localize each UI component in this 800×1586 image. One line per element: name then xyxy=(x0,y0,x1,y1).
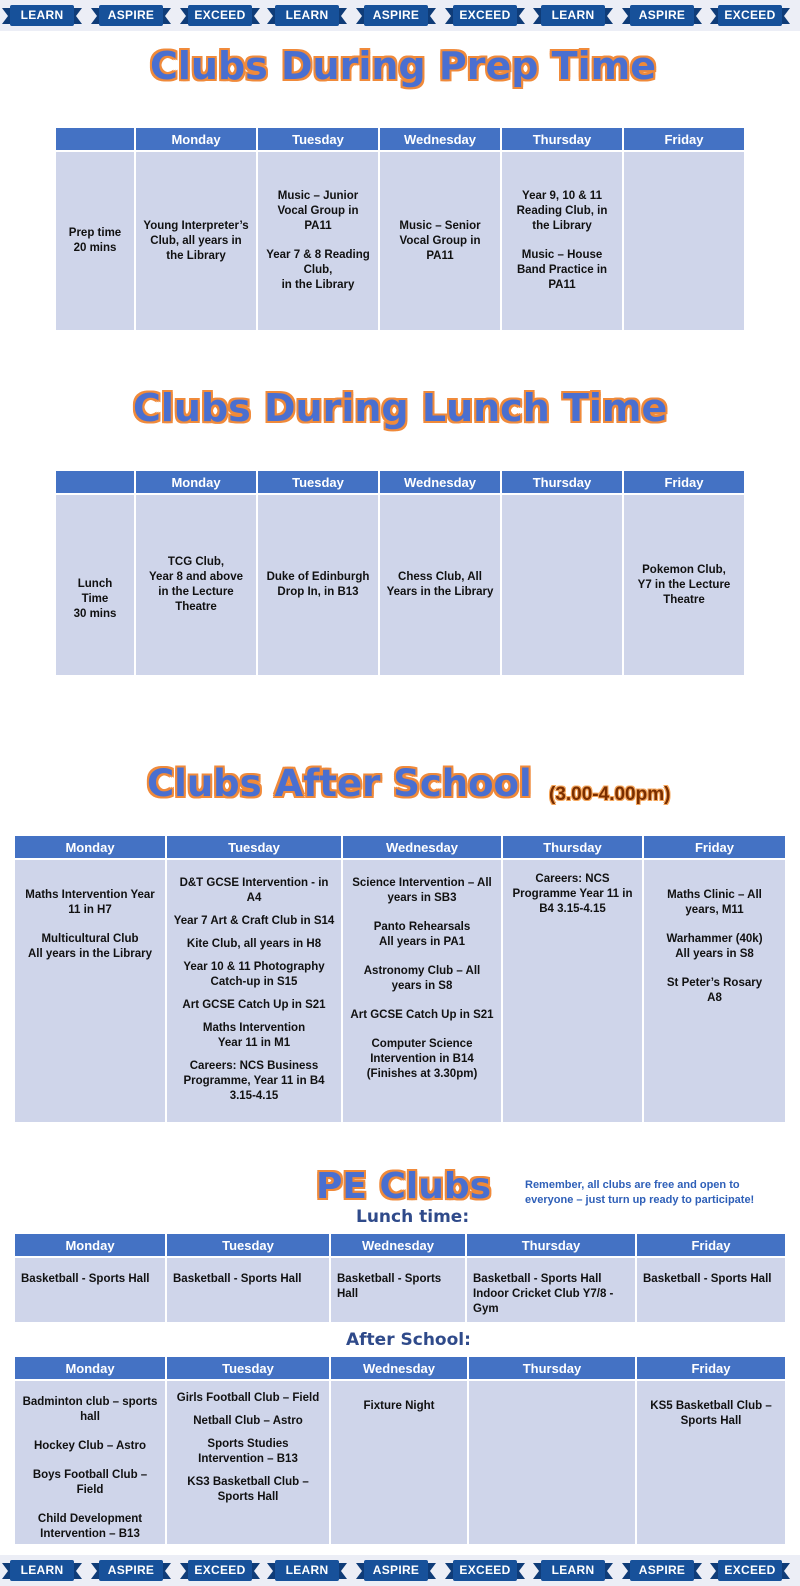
header-blank xyxy=(55,470,135,494)
banner-ribbon: LEARN xyxy=(2,5,82,26)
cell-monday: Maths Intervention Year 11 in H7 Multicultural Club All years in the Library xyxy=(14,859,166,1123)
cell-friday xyxy=(623,151,745,331)
row-label: Prep time 20 mins xyxy=(55,151,135,331)
header-thursday: Thursday xyxy=(468,1356,636,1380)
header-monday: Monday xyxy=(14,1233,166,1257)
bottom-banner xyxy=(0,1555,800,1586)
header-wednesday: Wednesday xyxy=(342,835,502,859)
header-monday: Monday xyxy=(14,1356,166,1380)
banner-ribbon: ASPIRE xyxy=(91,1560,171,1581)
pe-after-label: After School: xyxy=(346,1330,471,1350)
header-friday: Friday xyxy=(643,835,786,859)
cell-thursday: Year 9, 10 & 11 Reading Club, in the Library Music – House Band Practice in PA11 xyxy=(501,151,623,331)
header-friday: Friday xyxy=(623,127,745,151)
cell-friday: Basketball - Sports Hall xyxy=(636,1257,786,1323)
cell-wednesday: Chess Club, All Years in the Library xyxy=(379,494,501,676)
banner-ribbon: ASPIRE xyxy=(356,5,436,26)
cell-thursday: Basketball - Sports Hall Indoor Cricket Club Y7/8 - Gym xyxy=(466,1257,636,1323)
cell-thursday xyxy=(501,494,623,676)
header-thursday: Thursday xyxy=(502,835,643,859)
header-wednesday: Wednesday xyxy=(330,1233,466,1257)
lunch-title: Clubs During Lunch Time xyxy=(133,386,668,430)
prep-title: Clubs During Prep Time xyxy=(150,44,656,88)
header-monday: Monday xyxy=(14,835,166,859)
header-tuesday: Tuesday xyxy=(166,1233,330,1257)
banner-ribbon: LEARN xyxy=(533,1560,613,1581)
after-school-time: (3.00-4.00pm) xyxy=(549,784,671,805)
header-tuesday: Tuesday xyxy=(257,127,379,151)
after-school-title: Clubs After School xyxy=(147,762,532,805)
after-school-table xyxy=(13,834,787,1124)
banner-ribbon: ASPIRE xyxy=(356,1560,436,1581)
cell-friday: KS5 Basketball Club – Sports Hall xyxy=(636,1380,786,1545)
header-thursday: Thursday xyxy=(501,470,623,494)
header-wednesday: Wednesday xyxy=(330,1356,468,1380)
cell-wednesday: Science Intervention – All years in SB3 Panto Rehearsals All years in PA1 Astronomy Club – All years in S8 Art GCSE Catch Up in S21 Computer Science Intervention in B14 (Finishes at 3.30pm) xyxy=(342,859,502,1123)
banner-ribbon: LEARN xyxy=(267,5,347,26)
header-thursday: Thursday xyxy=(466,1233,636,1257)
header-tuesday: Tuesday xyxy=(166,1356,330,1380)
banner-ribbon: ASPIRE xyxy=(91,5,171,26)
banner-ribbon: LEARN xyxy=(267,1560,347,1581)
header-friday: Friday xyxy=(636,1356,786,1380)
cell-tuesday: Music – Junior Vocal Group in PA11 Year 7 & 8 Reading Club, in the Library xyxy=(257,151,379,331)
banner-ribbon: LEARN xyxy=(2,1560,82,1581)
cell-monday: TCG Club, Year 8 and above in the Lecture Theatre xyxy=(135,494,257,676)
cell-tuesday: Basketball - Sports Hall xyxy=(166,1257,330,1323)
cell-monday: Badminton club – sports hall Hockey Club – Astro Boys Football Club – Field Child Development Intervention – B13 xyxy=(14,1380,166,1545)
banner-ribbon: EXCEED xyxy=(710,5,790,26)
cell-wednesday: Basketball - Sports Hall xyxy=(330,1257,466,1323)
header-thursday: Thursday xyxy=(501,127,623,151)
cell-friday: Maths Clinic – All years, M11 Warhammer (40k) All years in S8 St Peter’s Rosary A8 xyxy=(643,859,786,1123)
cell-thursday: Careers: NCS Programme Year 11 in B4 3.15-4.15 xyxy=(502,859,643,1123)
pe-title: PE Clubs xyxy=(316,1166,492,1207)
banner-ribbon: EXCEED xyxy=(710,1560,790,1581)
pe-note: Remember, all clubs are free and open to everyone – just turn up ready to participate! xyxy=(525,1179,755,1206)
cell-thursday xyxy=(468,1380,636,1545)
header-friday: Friday xyxy=(636,1233,786,1257)
banner-ribbon: LEARN xyxy=(533,5,613,26)
pe-lunch-table xyxy=(13,1232,787,1324)
top-banner xyxy=(0,0,800,31)
header-friday: Friday xyxy=(623,470,745,494)
cell-tuesday: Duke of Edinburgh Drop In, in B13 xyxy=(257,494,379,676)
header-blank xyxy=(55,127,135,151)
cell-monday: Basketball - Sports Hall xyxy=(14,1257,166,1323)
banner-ribbon: EXCEED xyxy=(445,1560,525,1581)
banner-ribbon: ASPIRE xyxy=(622,5,702,26)
cell-friday: Pokemon Club, Y7 in the Lecture Theatre xyxy=(623,494,745,676)
header-wednesday: Wednesday xyxy=(379,470,501,494)
row-label: Lunch Time 30 mins xyxy=(55,494,135,676)
banner-ribbon: EXCEED xyxy=(445,5,525,26)
pe-lunch-label: Lunch time: xyxy=(356,1207,470,1227)
lunch-table xyxy=(54,469,746,677)
header-monday: Monday xyxy=(135,127,257,151)
header-tuesday: Tuesday xyxy=(166,835,342,859)
cell-wednesday: Fixture Night xyxy=(330,1380,468,1545)
banner-ribbon: EXCEED xyxy=(180,5,260,26)
pe-after-table xyxy=(13,1355,787,1546)
header-monday: Monday xyxy=(135,470,257,494)
cell-monday: Young Interpreter’s Club, all years in the Library xyxy=(135,151,257,331)
prep-table xyxy=(54,126,746,332)
header-wednesday: Wednesday xyxy=(379,127,501,151)
cell-wednesday: Music – Senior Vocal Group in PA11 xyxy=(379,151,501,331)
banner-ribbon: ASPIRE xyxy=(622,1560,702,1581)
cell-tuesday: D&T GCSE Intervention - in A4 Year 7 Art & Craft Club in S14 Kite Club, all years in H8 Year 10 & 11 Photography Catch-up in S15 Art GCSE Catch Up in S21 Maths Intervention Year 11 in M1 Careers: NCS Business Programme, Year 11 in B4 3.15-4.15 xyxy=(166,859,342,1123)
header-tuesday: Tuesday xyxy=(257,470,379,494)
cell-tuesday: Girls Football Club – Field Netball Club – Astro Sports Studies Intervention – B13 KS3 Basketball Club – Sports Hall xyxy=(166,1380,330,1545)
banner-ribbon: EXCEED xyxy=(180,1560,260,1581)
